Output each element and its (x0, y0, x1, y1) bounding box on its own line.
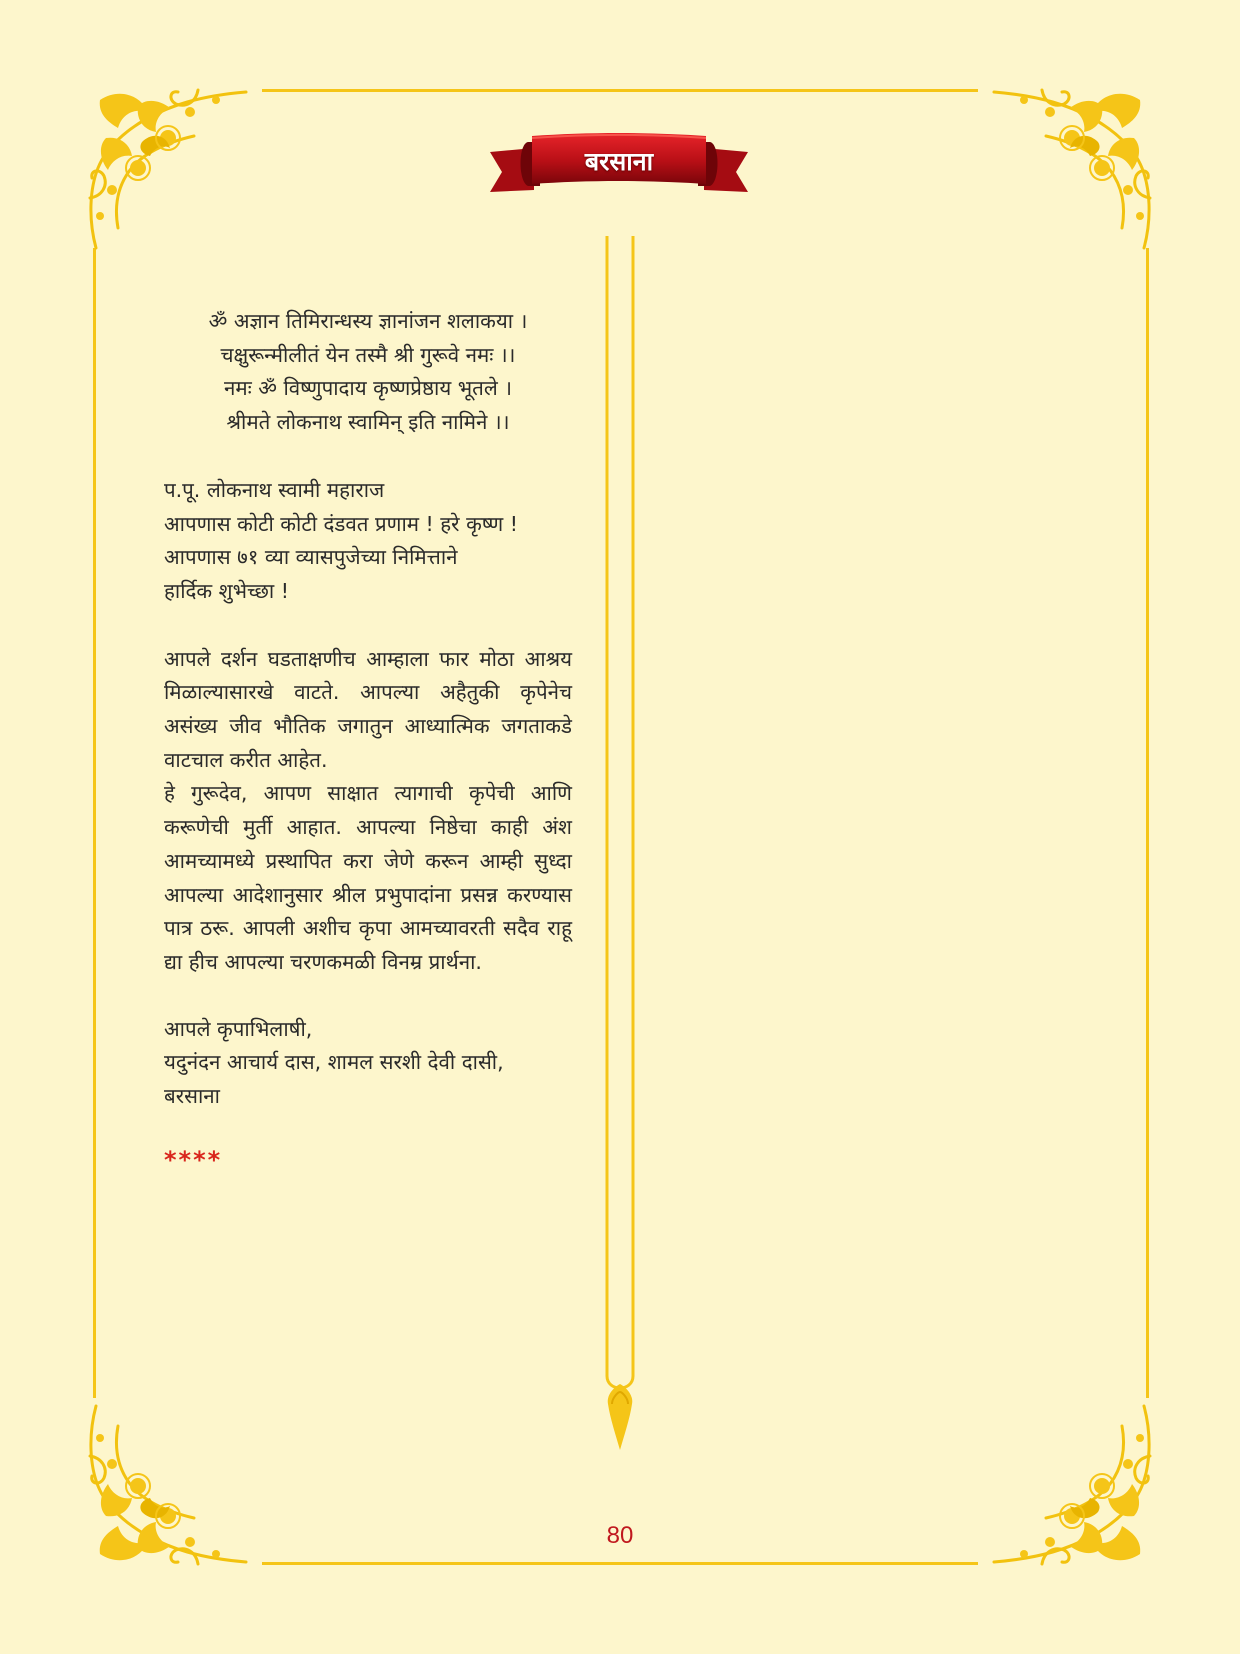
salutation-line: आपणास ७१ व्या व्यासपुजेच्या निमित्ताने (164, 545, 458, 570)
shloka-line: चक्षुरून्मीलीतं येन तस्मै श्री गुरूवे नमः ।। (220, 342, 516, 367)
salutation-line: हार्दिक शुभेच्छा ! (164, 578, 289, 603)
title-ribbon (488, 130, 750, 200)
closing-line: बरसाना (164, 1084, 220, 1109)
tilak-divider-icon (602, 236, 638, 1456)
signature-block (164, 1013, 572, 1114)
closing-line: आपले कृपाभिलाषी, (164, 1016, 313, 1041)
ornamental-corner-icon (982, 1396, 1162, 1576)
page-title: बरसाना (584, 147, 654, 176)
letter-body (164, 643, 572, 980)
closing-line: यदुनंदन आचार्य दास, शामल सरशी देवी दासी, (164, 1050, 504, 1075)
salutation (164, 474, 572, 609)
shloka-line: श्रीमते लोकनाथ स्वामिन् इति नामिने ।। (226, 410, 510, 435)
section-separator: **** (164, 1145, 223, 1174)
letter-column (164, 305, 572, 1174)
shloka-line: नमः ॐ विष्णुपादाय कृष्णप्रेष्ठाय भूतले । (223, 376, 513, 401)
border-top-line (262, 89, 978, 92)
salutation-line: प.पू. लोकनाथ स्वामी महाराज (164, 477, 385, 502)
shloka-verse (164, 305, 572, 440)
border-right-line (1146, 248, 1149, 1398)
border-left-line (93, 248, 96, 1398)
salutation-line: आपणास कोटी कोटी दंडवत प्रणाम ! हरे कृष्ण ! (164, 511, 518, 536)
ornamental-corner-icon (78, 1396, 258, 1576)
ornamental-corner-icon (982, 78, 1162, 258)
center-divider (602, 236, 638, 1456)
ornamental-corner-icon (78, 78, 258, 258)
page-number: 80 (606, 1522, 634, 1549)
border-bottom-line (262, 1562, 978, 1565)
body-paragraph: हे गुरूदेव, आपण साक्षात त्यागाची कृपेची आणि करूणेची मुर्ती आहात. आपल्या निष्ठेचा काही अंश आमच्यामध्ये प्रस्थापित करा जेणे करून आम्ही सुध्दा आपल्या आदेशानुसार श्रील प्रभुपादांना प्रसन्न करण्यास पात्र ठरू. आपली अशीच कृपा आमच्यावरती सदैव राहू द्या हीच आपल्या चरणकमळी विनम्र प्रार्थना. (164, 781, 572, 974)
body-paragraph: आपले दर्शन घडताक्षणीच आम्हाला फार मोठा आश्रय मिळाल्यासारखे वाटते. आपल्या अहैतुकी कृपेनेच असंख्य जीव भौतिक जगातुन आध्यात्मिक जगताकडे वाटचाल करीत आहेत. (164, 646, 572, 772)
shloka-line: ॐ अज्ञान तिमिरान्धस्य ज्ञानांजन शलाकया । (208, 309, 528, 333)
